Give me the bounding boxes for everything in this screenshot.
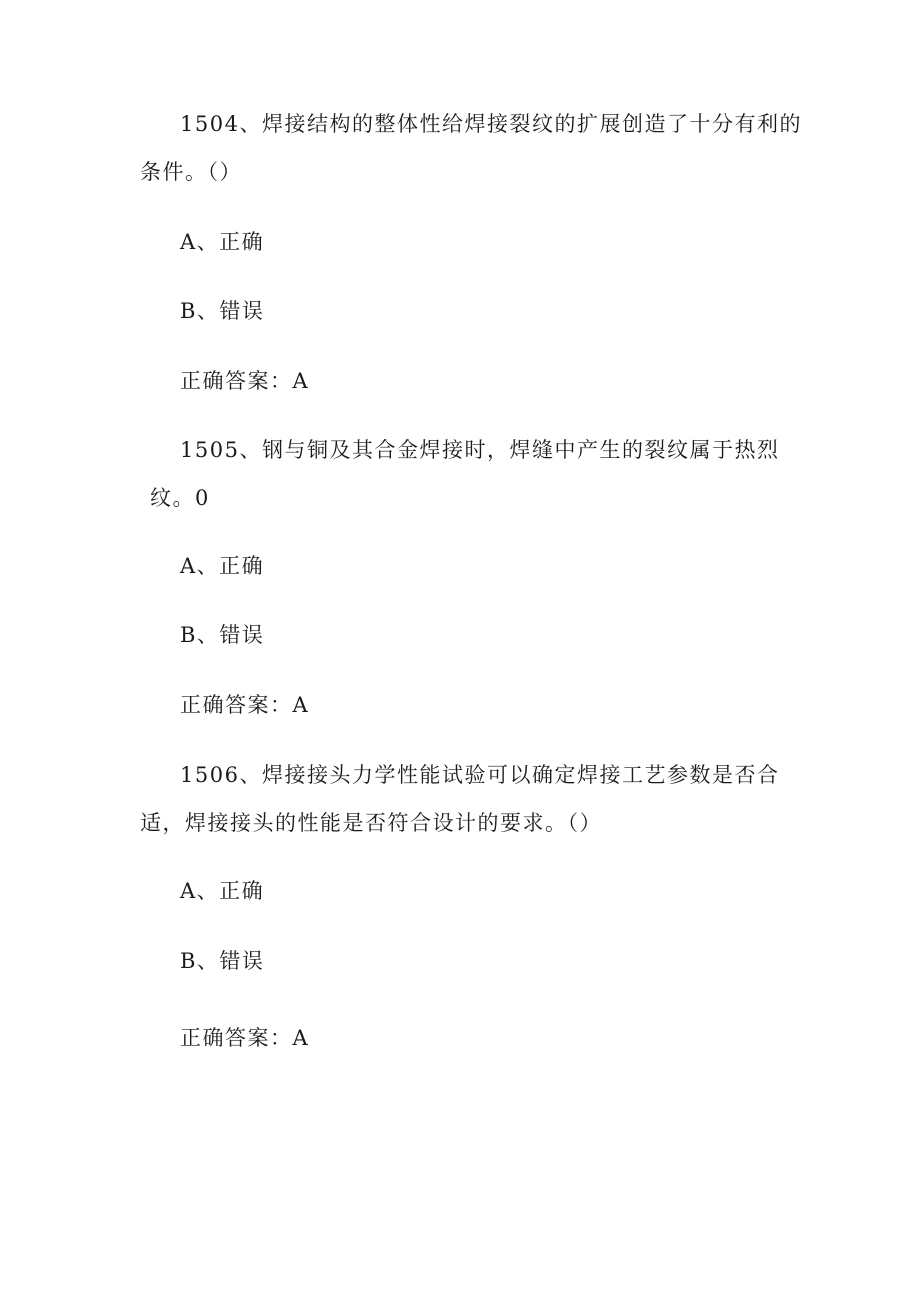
question-1504-stem-line-1: 1504、焊接结构的整体性给焊接裂纹的扩展创造了十分有利的 bbox=[180, 112, 802, 136]
question-1505-stem-line-1: 1505、钢与铜及其合金焊接时，焊缝中产生的裂纹属于热烈 bbox=[180, 438, 780, 462]
question-1506-stem-line-1: 1506、焊接接头力学性能试验可以确定焊接工艺参数是否合 bbox=[180, 763, 780, 787]
question-1505-stem-line-2: 纹。0 bbox=[150, 486, 210, 510]
question-1504-answer: 正确答案：A bbox=[180, 369, 310, 393]
question-1504-option-b: B、错误 bbox=[180, 299, 265, 323]
question-1505-option-b: B、错误 bbox=[180, 623, 265, 647]
question-1505-option-a: A、正确 bbox=[180, 554, 265, 578]
question-1505-answer: 正确答案：A bbox=[180, 693, 310, 717]
question-1506-option-b: B、错误 bbox=[180, 949, 265, 973]
question-1504-option-a: A、正确 bbox=[180, 230, 265, 254]
question-1506-option-a: A、正确 bbox=[180, 879, 265, 903]
question-1506-answer: 正确答案：A bbox=[180, 1026, 310, 1050]
question-1504-stem-line-2: 条件。（） bbox=[140, 160, 242, 184]
question-1506-stem-line-2: 适，焊接接头的性能是否符合设计的要求。（） bbox=[140, 811, 602, 835]
